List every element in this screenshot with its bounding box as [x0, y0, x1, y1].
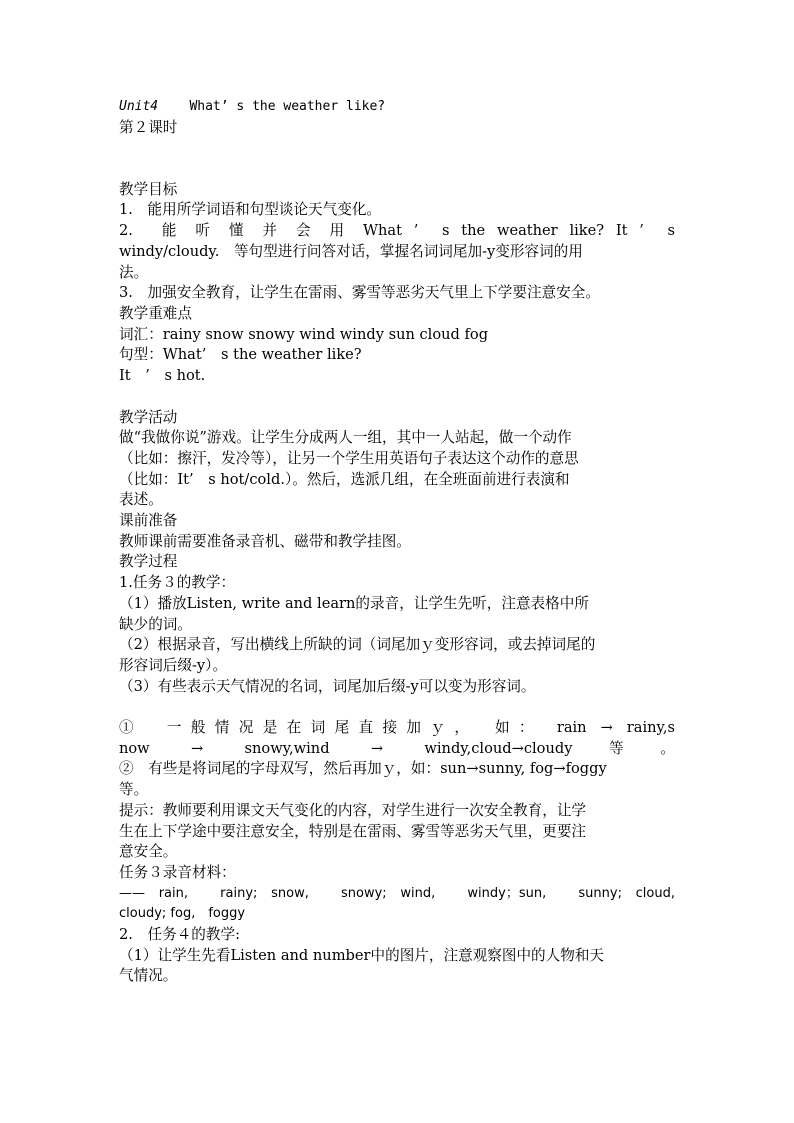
task-3-step-2: （2）根据录音，写出横线上所缺的词（词尾加ｙ变形容词，或去掉词尾的: [119, 636, 596, 654]
objective-item-2-line-1: 2. 能 听 懂 并 会 用 What ’ s the weather like? It ’ s: [119, 222, 675, 240]
recording-material-line-1: —— rain, rainy; snow, snowy; wind, windy；sun, sunny; cloud,: [119, 885, 675, 901]
rule-1-line-1: ① 一般情况是在词尾直接加ｙ， 如： rain → rainy,s: [119, 719, 675, 737]
task-3-step-2-cont: 形容词后缀-y）。: [119, 656, 228, 674]
preparation-heading: 课前准备: [119, 512, 178, 530]
tip-line-3: 意安全。: [119, 843, 178, 861]
activity-line-3: （比如：It’ s hot/cold.）。然后，选派几组，在全班面前进行表演和: [119, 470, 570, 488]
objectives-heading: 教学目标: [119, 180, 178, 198]
objective-item-3: 3. 加强安全教育，让学生在雷雨、雾雪等恶劣天气里上下学要注意安全。: [119, 284, 600, 302]
unit-label: Unit4: [119, 99, 159, 114]
task-4-step-1: （1）让学生先看Listen and number中的图片，注意观察图中的人物和天: [119, 946, 605, 964]
tip-line-1: 提示：教师要利用课文天气变化的内容，对学生进行一次安全教育，让学: [119, 801, 587, 819]
preparation-text: 教师课前需要准备录音机、磁带和教学挂图。: [119, 532, 411, 550]
unit-title: What’ s the weather like?: [189, 99, 386, 114]
sentence-pattern-2: It ’ s hot.: [119, 367, 206, 385]
objective-item-1: 1. 能用所学词语和句型谈论天气变化。: [119, 201, 382, 219]
recording-material-title: 任务３录音材料：: [119, 863, 236, 881]
unit-heading: [119, 96, 675, 118]
rule-1-line-2: now → snowy,wind → windy,cloud→cloudy等。: [119, 739, 675, 757]
process-heading: 教学过程: [119, 553, 178, 571]
rule-2-line-2: 等。: [119, 781, 149, 799]
rule-2-line-1: ② 有些是将词尾的字母双写，然后再加ｙ，如：sun→sunny, fog→foggy: [119, 760, 607, 778]
task-4-title: 2. 任务４的教学:: [119, 926, 240, 944]
task-3-title: 1.任务３的教学：: [119, 574, 236, 592]
activity-line-2: （比如：擦汗，发冷等），让另一个学生用英语句子表达这个动作的意思: [119, 449, 579, 467]
task-3-step-3: （3）有些表示天气情况的名词，词尾加后缀-y可以变为形容词。: [119, 677, 536, 695]
vocabulary-line: 词汇：rainy snow snowy wind windy sun cloud fog: [119, 325, 489, 343]
task-3-step-1-cont: 缺少的词。: [119, 615, 192, 633]
recording-material-line-2: cloudy; fog, foggy: [119, 906, 246, 922]
objective-item-2-line-3: 法。: [119, 263, 149, 281]
activity-line-1: 做“我做你说”游戏。让学生分成两人一组，其中一人站起，做一个动作: [119, 429, 572, 447]
key-points-heading: 教学重难点: [119, 305, 192, 322]
lesson-label: 第２课时: [119, 118, 178, 136]
activity-line-4: 表述。: [119, 491, 163, 509]
task-4-step-1-cont: 气情况。: [119, 967, 178, 985]
activity-heading: 教学活动: [119, 408, 178, 426]
document-page: [119, 96, 675, 987]
task-3-step-1: （1）播放Listen, write and learn的录音，让学生先听，注意表格中所: [119, 594, 589, 612]
sentence-pattern-1: 句型：What’ s the weather like?: [119, 346, 362, 364]
tip-line-2: 生在上下学途中要注意安全，特别是在雷雨、雾雪等恶劣天气里，更要注: [119, 822, 587, 840]
objective-item-2-line-2: windy/cloudy. 等句型进行问答对话，掌握名词词尾加-y变形容词的用: [119, 242, 583, 260]
